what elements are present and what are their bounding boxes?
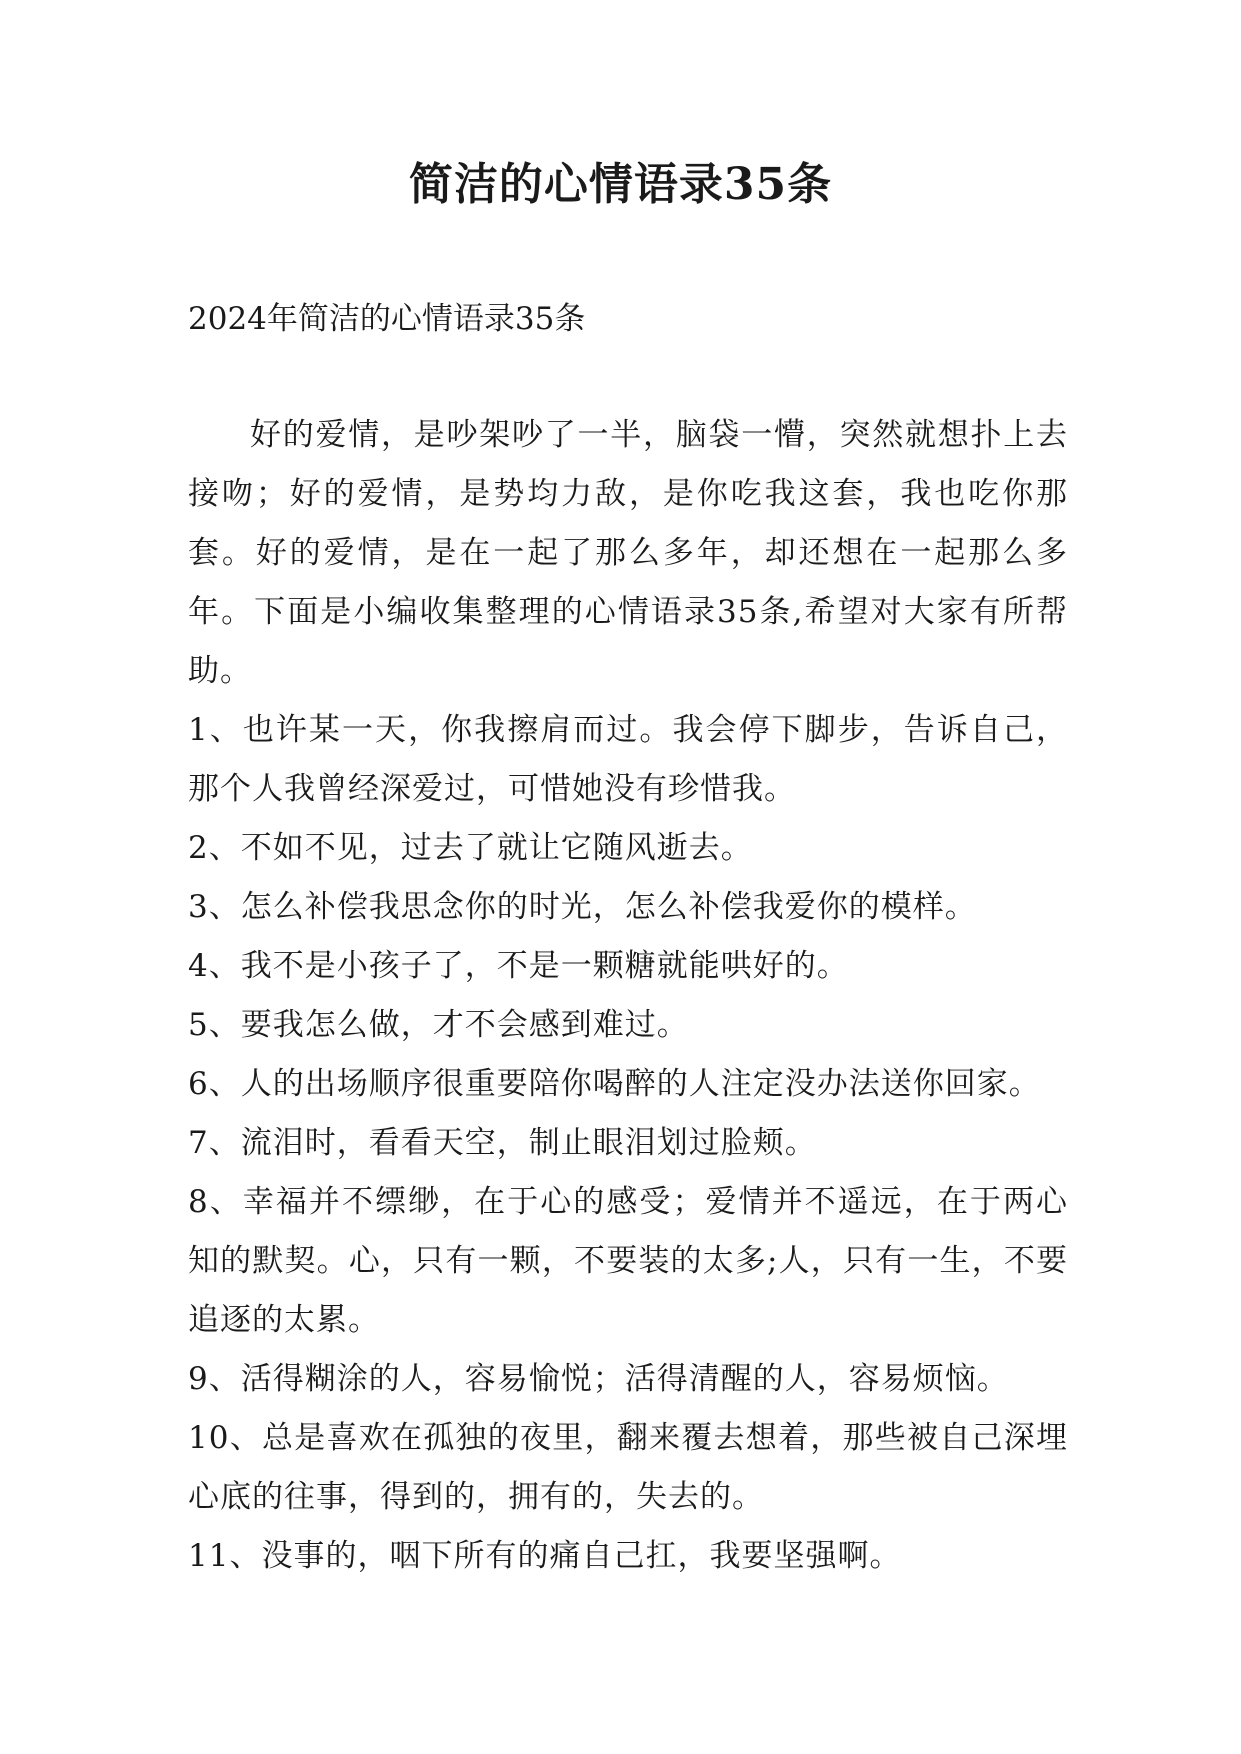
list-item: 10、总是喜欢在孤独的夜里，翻来覆去想着，那些被自己深埋心底的往事，得到的，拥有的，失去的。 [188,1420,1068,1515]
list-item: 5、要我怎么做，才不会感到难过。 [188,1007,689,1043]
list-item: 6、人的出场顺序很重要陪你喝醉的人注定没办法送你回家。 [188,1066,1041,1102]
document-subtitle: 2024年简洁的心情语录35条 [188,301,586,337]
list-item: 7、流泪时，看看天空，制止眼泪划过脸颊。 [188,1125,817,1161]
intro-paragraph: 好的爱情，是吵架吵了一半，脑袋一懵，突然就想扑上去接吻；好的爱情，是势均力敌，是你吃我这套，我也吃你那套。好的爱情，是在一起了那么多年，却还想在一起那么多年。下面是小编收集整理的心情语录35条,希望对大家有所帮助。 [188,417,1068,689]
document-body [188,406,1068,1586]
list-item: 1、也许某一天，你我擦肩而过。我会停下脚步，告诉自己，那个人我曾经深爱过，可惜她没有珍惜我。 [188,712,1068,807]
list-item: 9、活得糊涂的人，容易愉悦；活得清醒的人，容易烦恼。 [188,1361,1009,1397]
list-item: 4、我不是小孩子了，不是一颗糖就能哄好的。 [188,948,849,984]
document-title: 简洁的心情语录35条 [408,159,833,210]
list-item: 2、不如不见，过去了就让它随风逝去。 [188,830,753,866]
list-item: 3、怎么补偿我思念你的时光，怎么补偿我爱你的模样。 [188,889,977,925]
list-item: 11、没事的，咽下所有的痛自己扛，我要坚强啊。 [188,1538,902,1574]
list-item: 8、幸福并不缥缈，在于心的感受；爱情并不遥远，在于两心知的默契。心，只有一颗，不要装的太多;人，只有一生，不要追逐的太累。 [188,1184,1068,1338]
